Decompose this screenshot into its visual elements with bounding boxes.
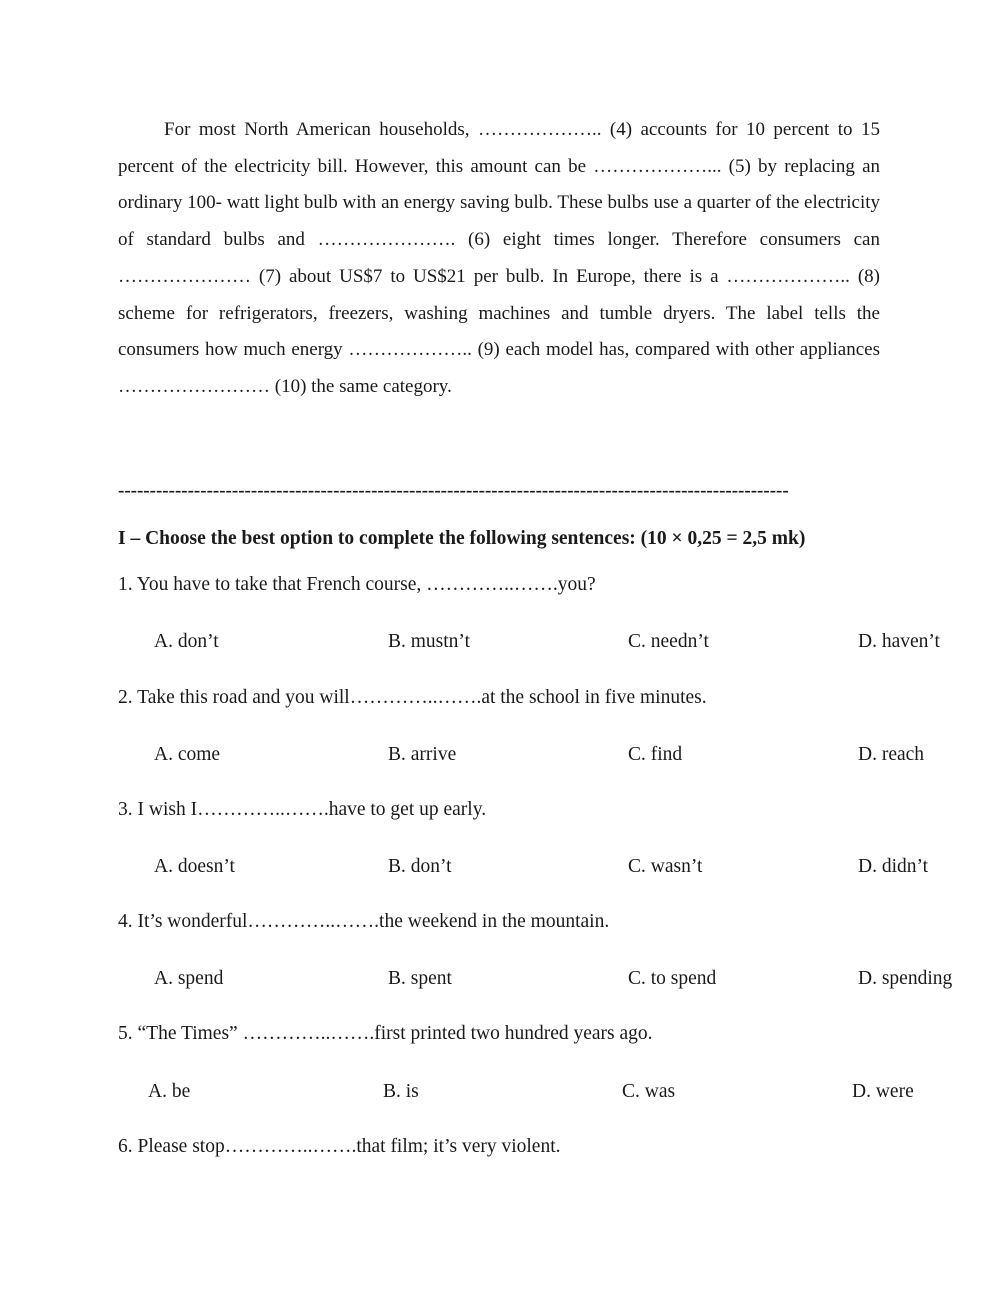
q5-option-b[interactable]: B. is	[383, 1081, 419, 1102]
question-1: 1. You have to take that French course, …………..…….you?	[118, 574, 596, 595]
q5-option-a[interactable]: A. be	[148, 1081, 191, 1102]
passage-text: For most North American households, ……………….. (4) accounts for 10 percent to 15 percent of the electricity bill. However, this amount can be ………………... (5) by replacing an ordinary 100- watt light bulb with an energy saving bulb. These bulbs use a quarter of the electricity of standard bulbs and …………………. (6) eight times longer. Therefore consumers can ………………… (7) about US$7 to US$21 per bulb. In Europe, there is a ……………….. (8) scheme for refrigerators, freezers, washing machines and tumble dryers. The label tells the consumers how much energy ……………….. (9) each model has, compared with other appliances …………………… (10) the same category.	[118, 119, 880, 397]
q3-option-b[interactable]: B. don’t	[388, 856, 452, 877]
section-heading: I – Choose the best option to complete the following sentences: (10 × 0,25 = 2,5 mk)	[118, 528, 806, 549]
q1-option-d[interactable]: D. haven’t	[858, 631, 940, 652]
q1-option-a[interactable]: A. don’t	[154, 631, 219, 652]
q4-option-a[interactable]: A. spend	[154, 968, 224, 989]
q4-option-b[interactable]: B. spent	[388, 968, 452, 989]
q2-option-d[interactable]: D. reach	[858, 744, 925, 765]
q1-option-b[interactable]: B. mustn’t	[388, 631, 470, 652]
q3-option-c[interactable]: C. wasn’t	[628, 856, 703, 877]
q2-option-c[interactable]: C. find	[628, 744, 683, 765]
q4-option-d[interactable]: D. spending	[858, 968, 953, 989]
q3-option-a[interactable]: A. doesn’t	[154, 856, 235, 877]
question-5: 5. “The Times” …………..…….first printed two hundred years ago.	[118, 1023, 653, 1044]
q5-option-d[interactable]: D. were	[852, 1081, 914, 1102]
q5-option-c[interactable]: C. was	[622, 1081, 676, 1102]
question-4: 4. It’s wonderful…………..…….the weekend in the mountain.	[118, 911, 610, 932]
reading-passage	[118, 112, 880, 406]
question-6: 6. Please stop…………..…….that film; it’s very violent.	[118, 1136, 561, 1157]
question-2: 2. Take this road and you will…………..…….at the school in five minutes.	[118, 687, 707, 708]
q3-option-d[interactable]: D. didn’t	[858, 856, 929, 877]
q1-option-c[interactable]: C. needn’t	[628, 631, 709, 652]
q2-option-b[interactable]: B. arrive	[388, 744, 457, 765]
q4-option-c[interactable]: C. to spend	[628, 968, 717, 989]
q2-option-a[interactable]: A. come	[154, 744, 221, 765]
question-3: 3. I wish I…………..…….have to get up early.	[118, 799, 487, 820]
section-divider: ----------------------------------------------------------------------------------------------------------	[118, 480, 789, 501]
